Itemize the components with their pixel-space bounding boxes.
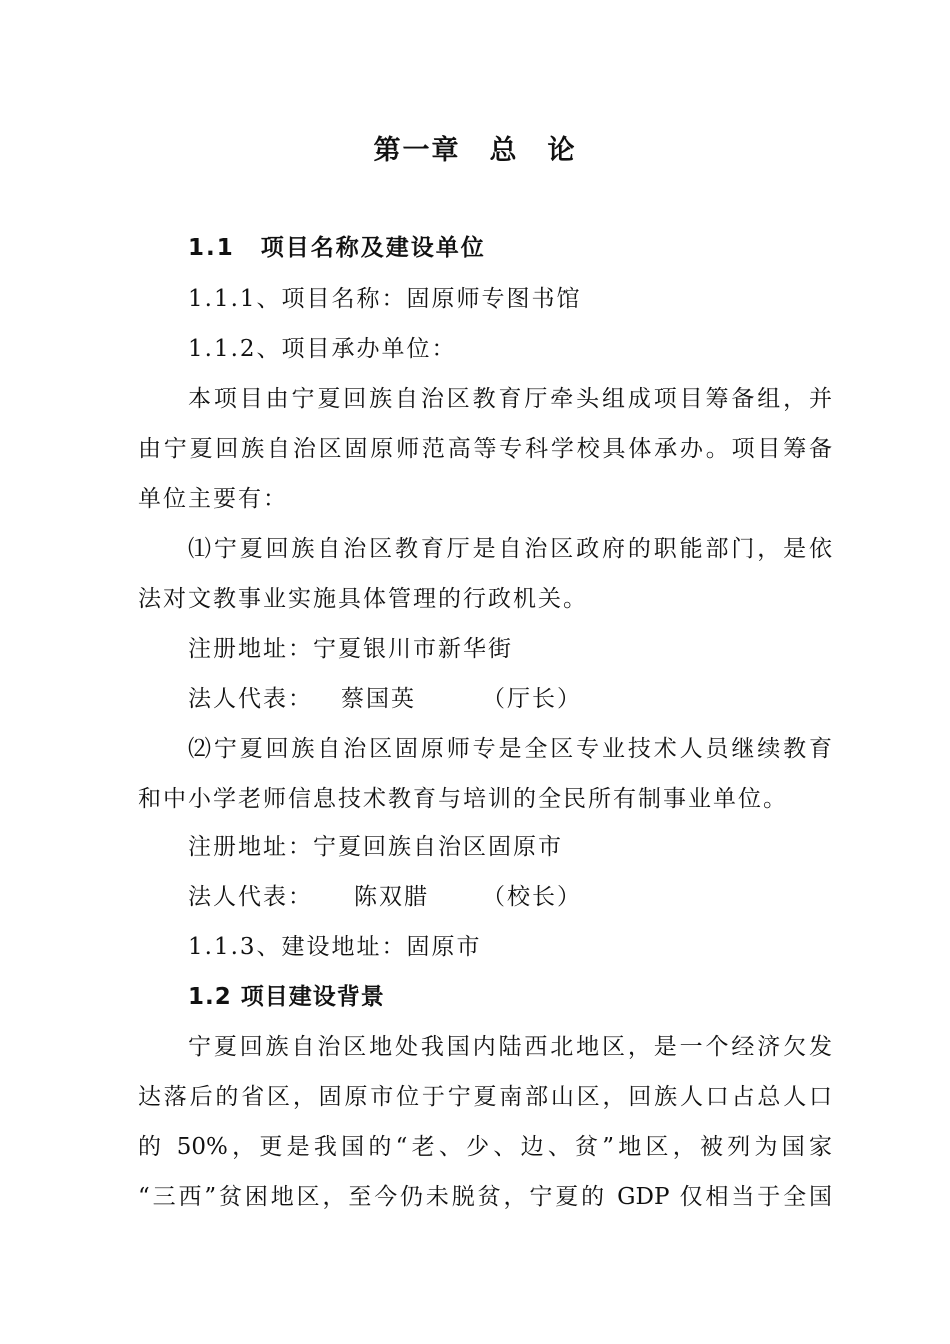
unit2-rep-title: （校长） xyxy=(482,884,582,910)
item-project-undertaker: 1.1.2、项目承办单位： xyxy=(188,336,457,362)
paragraph-line: 和中小学老师信息技术教育与培训的全民所有制事业单位。 xyxy=(138,786,788,812)
item-project-name: 1.1.1、项目名称：固原师专图书馆 xyxy=(188,286,582,312)
section-heading-1-2: 1.2 项目建设背景 xyxy=(188,984,385,1010)
unit2-rep-label: 法人代表： xyxy=(188,884,313,910)
unit1-rep-label: 法人代表： xyxy=(188,686,313,712)
unit2-address: 注册地址：宁夏回族自治区固原市 xyxy=(188,834,563,860)
unit1-rep-name: 蔡国英 xyxy=(341,686,416,712)
item-construction-site: 1.1.3、建设地址：固原市 xyxy=(188,934,482,960)
paragraph-line: 由宁夏回族自治区固原师范高等专科学校具体承办。项目筹备 xyxy=(138,436,832,462)
paragraph-line: 的 50%，更是我国的“老、少、边、贫”地区，被列为国家 xyxy=(138,1134,832,1160)
paragraph-line: 本项目由宁夏回族自治区教育厅牵头组成项目筹备组，并 xyxy=(188,386,832,412)
paragraph-line: ⑵宁夏回族自治区固原师专是全区专业技术人员继续教育 xyxy=(188,736,832,762)
unit1-address: 注册地址：宁夏银川市新华街 xyxy=(188,636,513,662)
unit2-rep-name: 陈双腊 xyxy=(354,884,429,910)
section-heading-1-1 xyxy=(188,233,486,263)
paragraph-line: 法对文教事业实施具体管理的行政机关。 xyxy=(138,586,588,612)
unit1-rep-title: （厅长） xyxy=(482,686,582,712)
paragraph-line: 单位主要有： xyxy=(138,486,288,512)
paragraph-line: “三西”贫困地区，至今仍未脱贫，宁夏的 GDP 仅相当于全国 xyxy=(138,1184,832,1210)
paragraph-line: 达落后的省区，固原市位于宁夏南部山区，回族人口占总人口 xyxy=(138,1084,832,1110)
paragraph-line: ⑴宁夏回族自治区教育厅是自治区政府的职能部门，是依 xyxy=(188,536,832,562)
paragraph-line: 宁夏回族自治区地处我国内陆西北地区，是一个经济欠发 xyxy=(188,1034,832,1060)
chapter-title: 第一章 总 论 xyxy=(373,135,577,166)
section-number: 1.1 xyxy=(188,235,235,261)
section-title: 项目名称及建设单位 xyxy=(260,235,486,261)
